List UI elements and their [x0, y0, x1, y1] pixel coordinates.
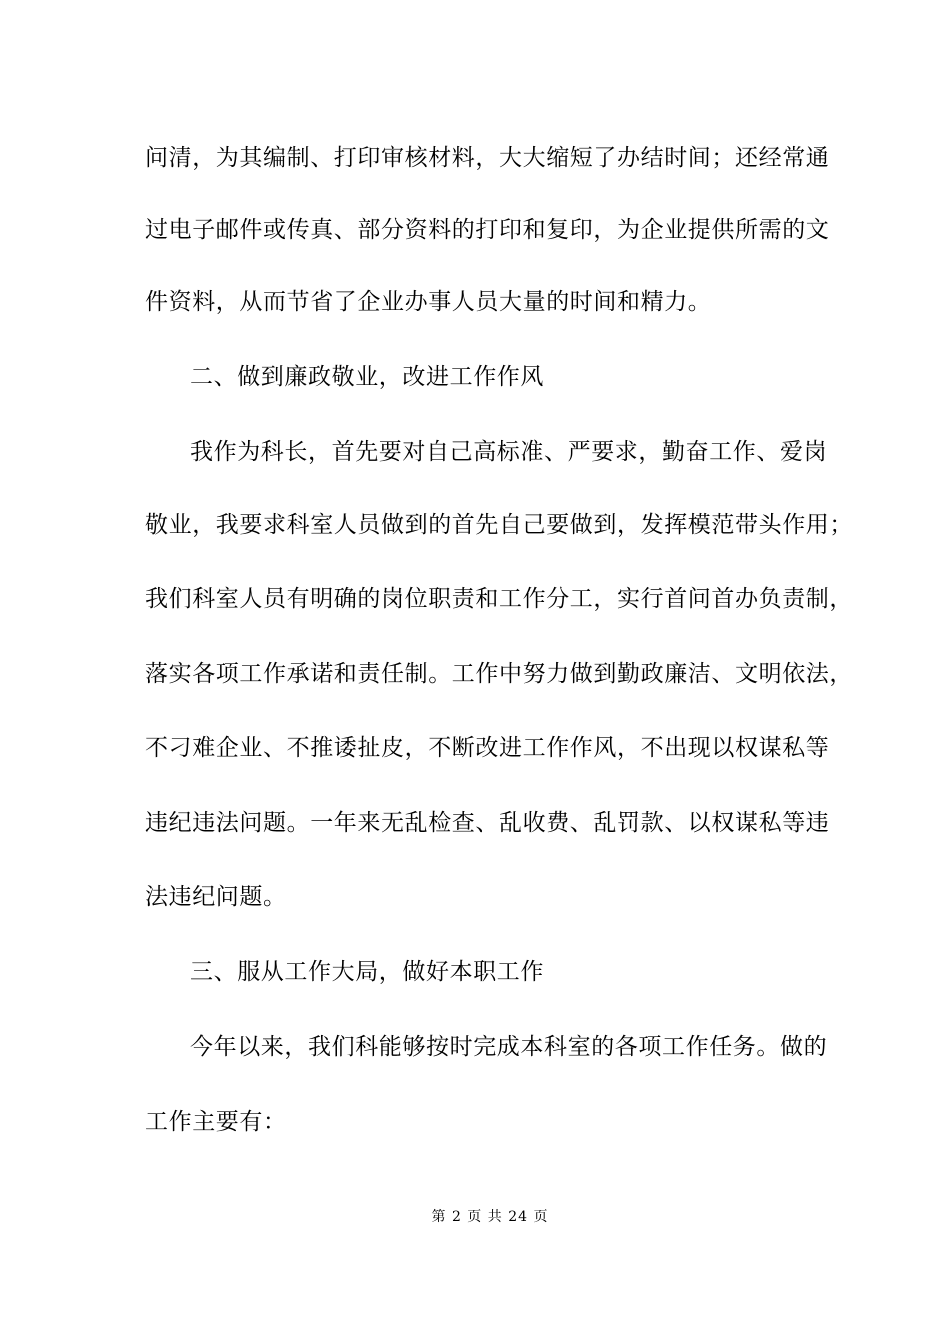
body-text-line: 敬业，我要求科室人员做到的首先自己要做到，发挥模范带头作用； [145, 512, 853, 538]
body-text-line: 法违纪问题。 [145, 884, 287, 910]
body-text-line: 我作为科长，首先要对自己高标准、严要求，勤奋工作、爱岗 [190, 439, 828, 465]
body-text-line: 工作主要有： [145, 1109, 287, 1135]
body-text-line: 过电子邮件或传真、部分资料的打印和复印，为企业提供所需的文 [145, 217, 830, 243]
body-text-line: 违纪违法问题。一年来无乱检查、乱收费、乱罚款、以权谋私等违 [145, 810, 830, 836]
section-heading-3: 三、服从工作大局，做好本职工作 [190, 959, 544, 985]
body-text-line: 落实各项工作承诺和责任制。工作中努力做到勤政廉洁、文明依法， [145, 661, 853, 687]
body-text-line: 件资料，从而节省了企业办事人员大量的时间和精力。 [145, 289, 712, 315]
section-heading-2: 二、做到廉政敬业，改进工作作风 [190, 364, 544, 390]
body-text-line: 不刁难企业、不推诿扯皮，不断改进工作作风，不出现以权谋私等 [145, 735, 830, 761]
body-text-line: 今年以来，我们科能够按时完成本科室的各项工作任务。做的 [190, 1034, 828, 1060]
body-text-line: 问清，为其编制、打印审核材料，大大缩短了办结时间；还经常通 [145, 145, 830, 171]
page-number-footer: 第 2 页 共 24 页 [431, 1209, 549, 1225]
body-text-line: 我们科室人员有明确的岗位职责和工作分工，实行首问首办负责制， [145, 586, 853, 612]
